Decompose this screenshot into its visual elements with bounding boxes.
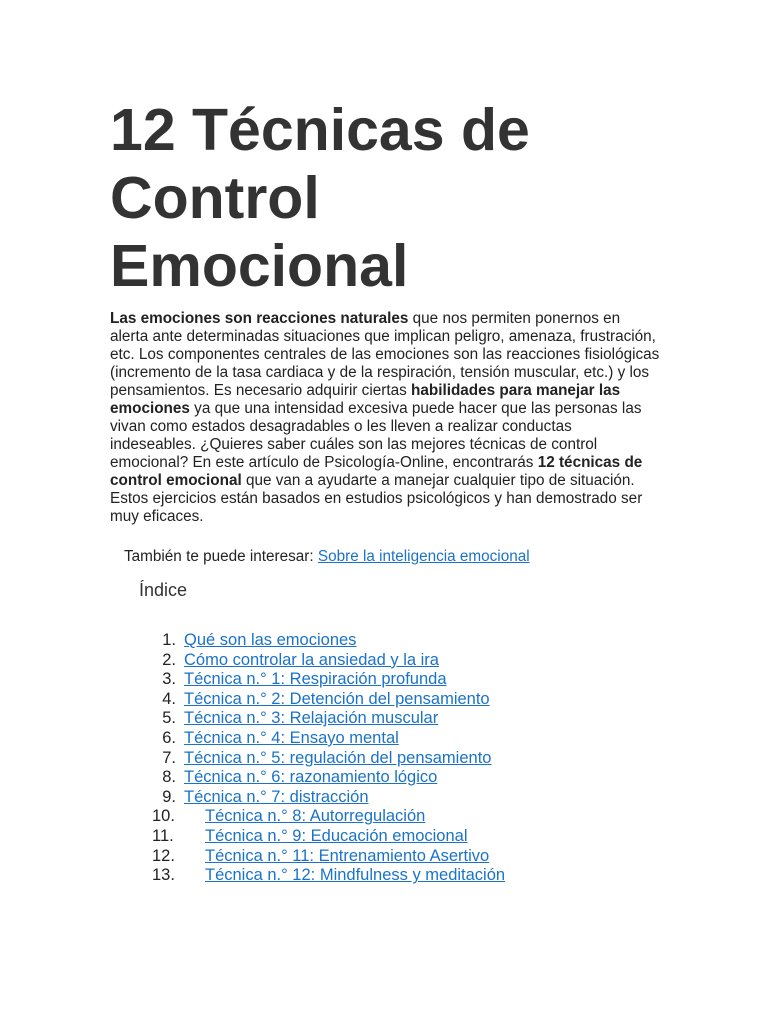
toc-item-number: 8. — [162, 768, 176, 787]
toc-item-number: 4. — [162, 689, 176, 708]
related-article-label: También te puede interesar: — [124, 548, 318, 565]
toc-item-number: 3. — [162, 670, 176, 689]
toc-item-number: 10. — [152, 807, 175, 826]
toc-item-link[interactable]: Técnica n.° 3: Relajación muscular — [184, 709, 439, 728]
intro-bold-emotions: Las emociones son reacciones naturales — [110, 310, 409, 327]
toc-item — [148, 827, 505, 847]
toc-item — [148, 866, 505, 886]
toc-item-number: 7. — [162, 748, 176, 767]
toc-item — [148, 807, 505, 827]
toc-item — [148, 651, 505, 671]
toc-item-number: 5. — [162, 709, 176, 728]
table-of-contents — [148, 631, 505, 886]
toc-item-number: 11. — [152, 826, 174, 845]
toc-item-link[interactable]: Cómo controlar la ansiedad y la ira — [184, 650, 439, 669]
toc-item-number: 12. — [152, 846, 175, 865]
toc-item-link[interactable]: Técnica n.° 7: distracción — [184, 787, 369, 806]
toc-item-link[interactable]: Técnica n.° 9: Educación emocional — [205, 826, 468, 845]
page-title-line-1: 12 Técnicas de — [110, 97, 530, 163]
related-article — [124, 548, 530, 566]
intro-bold-techniques: 12 técnicas de control emocional — [110, 454, 643, 489]
page-title-line-2: Control — [110, 165, 320, 231]
toc-item — [148, 847, 505, 867]
toc-item-number: 1. — [162, 631, 176, 649]
toc-item — [148, 788, 505, 808]
toc-item-number: 6. — [162, 728, 176, 747]
toc-item-link[interactable]: Técnica n.° 2: Detención del pensamiento — [184, 689, 490, 708]
page-title — [110, 96, 670, 300]
intro-text-1: que nos permiten ponernos en alerta ante determinadas situaciones que implican peligro, amenaza, frustración, etc. Los componentes centrales de las emociones son las reacciones fisiológicas (incremento de la tasa cardiaca y de la respiración, tensión muscular, etc.) y los pensamientos. Es necesario adquirir ciertas — [110, 310, 660, 399]
toc-item — [148, 670, 505, 690]
intro-text-3: que van a ayudarte a manejar cualquier tipo de situación. Estos ejercicios están basados en estudios psicológicos y han demostrado ser muy eficaces. — [110, 472, 643, 525]
toc-item — [148, 729, 505, 749]
toc-item-number: 9. — [162, 787, 176, 806]
related-article-link[interactable]: Sobre la inteligencia emocional — [317, 548, 530, 565]
toc-item-link[interactable]: Técnica n.° 11: Entrenamiento Asertivo — [205, 846, 490, 865]
page-title-line-3: Emocional — [110, 233, 409, 299]
toc-item-link[interactable]: Técnica n.° 5: regulación del pensamiento — [184, 748, 492, 767]
toc-item-number: 13. — [152, 866, 175, 885]
toc-item-link[interactable]: Técnica n.° 6: razonamiento lógico — [184, 768, 438, 787]
intro-text-2: ya que una intensidad excesiva puede hacer que las personas las vivan como estados desagradables o les lleven a realizar conductas indeseables. ¿Quieres saber cuáles son las mejores técnicas de control emocional? En este artículo de Psicología-Online, encontrarás — [110, 400, 642, 471]
toc-item — [148, 709, 505, 729]
toc-item — [148, 768, 505, 788]
index-title: Índice — [139, 580, 188, 600]
toc-item-number: 2. — [162, 650, 176, 669]
toc-item — [148, 690, 505, 710]
toc-item-link[interactable]: Técnica n.° 8: Autorregulación — [205, 807, 426, 826]
intro-bold-skills: habilidades para manejar las emociones — [110, 382, 621, 417]
toc-item-link[interactable]: Qué son las emociones — [184, 631, 357, 649]
toc-item-link[interactable]: Técnica n.° 1: Respiración profunda — [184, 670, 447, 689]
toc-item-link[interactable]: Técnica n.° 12: Mindfulness y meditación — [205, 866, 506, 885]
toc-item-link[interactable]: Técnica n.° 4: Ensayo mental — [184, 728, 399, 747]
intro-paragraph — [110, 310, 660, 526]
toc-item — [148, 631, 505, 651]
toc-item — [148, 749, 505, 769]
